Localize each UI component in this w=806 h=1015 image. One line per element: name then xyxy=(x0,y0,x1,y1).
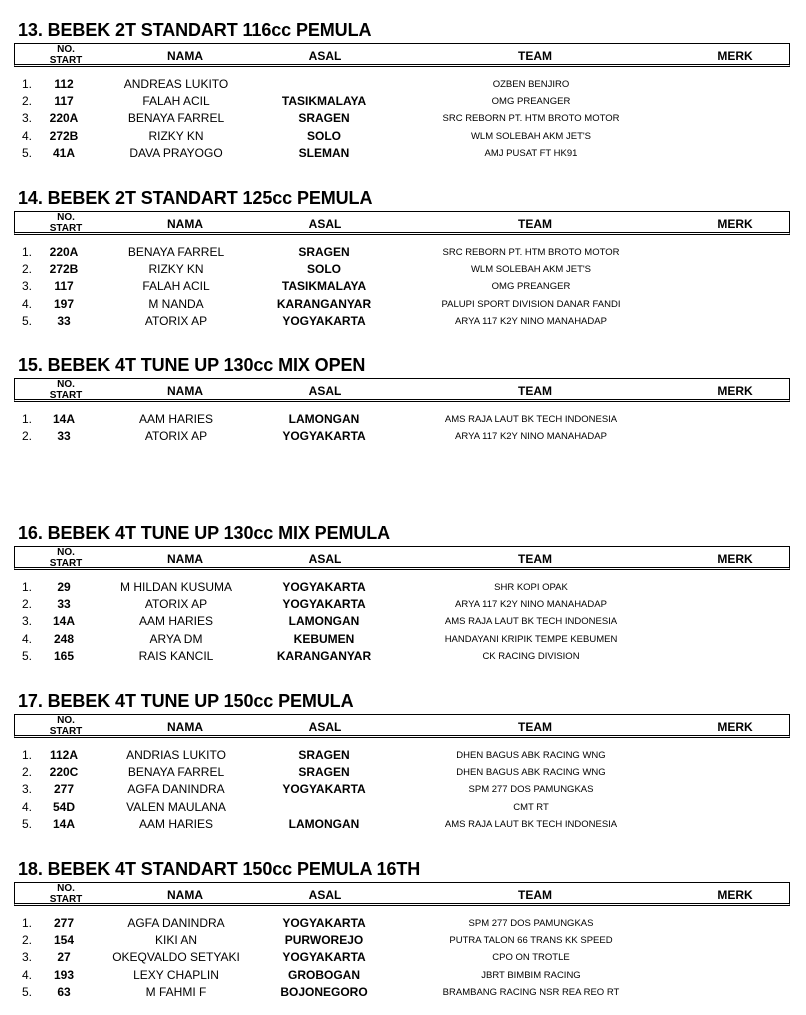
rider-name: VALEN MAULANA xyxy=(126,799,226,814)
rider-name: RAIS KANCIL xyxy=(138,648,214,663)
start-number: 165 xyxy=(53,648,75,663)
row-index: 3. xyxy=(22,950,33,965)
row-index: 5. xyxy=(22,145,33,160)
table-row xyxy=(0,279,806,296)
header-no-start-line2: START xyxy=(49,55,83,66)
header-nama: NAMA xyxy=(167,49,203,63)
start-number: 277 xyxy=(53,782,75,797)
team-name: SPM 277 DOS PAMUNGKAS xyxy=(468,784,594,796)
header-no-start-line2: START xyxy=(49,558,83,569)
rider-origin: PURWOREJO xyxy=(284,933,364,948)
rider-name: RIZKY KN xyxy=(148,128,204,143)
team-name: WLM SOLEBAH AKM JET'S xyxy=(470,264,592,276)
start-number: 272B xyxy=(49,128,79,143)
team-name: CK RACING DIVISION xyxy=(482,650,580,662)
table-row xyxy=(0,129,806,146)
header-asal: ASAL xyxy=(308,384,342,398)
header-no-start-line2: START xyxy=(49,390,83,401)
team-name: AMS RAJA LAUT BK TECH INDONESIA xyxy=(444,818,618,830)
start-number: 29 xyxy=(57,580,71,594)
rider-origin: YOGYAKARTA xyxy=(282,950,366,965)
start-number: 33 xyxy=(57,313,71,328)
rider-name: ATORIX AP xyxy=(144,429,208,444)
row-index: 5. xyxy=(22,816,33,831)
header-merk: MERK xyxy=(717,720,753,734)
row-index: 5. xyxy=(22,984,33,999)
table-row xyxy=(0,412,806,429)
section-title: 15. BEBEK 4T TUNE UP 130cc MIX OPEN xyxy=(18,355,366,375)
header-merk: MERK xyxy=(717,888,753,902)
rider-origin: SRAGEN xyxy=(298,245,350,259)
rider-name: ATORIX AP xyxy=(144,597,208,612)
table-header xyxy=(14,546,790,570)
row-index: 2. xyxy=(22,429,33,444)
rider-origin: SOLO xyxy=(306,128,341,143)
rider-origin: YOGYAKARTA xyxy=(282,429,366,444)
header-team: TEAM xyxy=(518,552,552,566)
header-no-start-line2: START xyxy=(49,894,83,905)
header-merk: MERK xyxy=(717,552,753,566)
start-number: 54D xyxy=(52,799,75,814)
rider-name: ATORIX AP xyxy=(144,313,208,328)
table-header xyxy=(14,714,790,738)
row-index: 1. xyxy=(22,916,33,930)
rider-name: AAM HARIES xyxy=(138,412,213,426)
row-index: 4. xyxy=(22,631,33,646)
header-team: TEAM xyxy=(518,49,552,63)
rider-origin: SOLO xyxy=(306,262,341,277)
rider-name: AGFA DANINDRA xyxy=(127,782,225,797)
table-header xyxy=(14,378,790,402)
row-index: 2. xyxy=(22,94,33,109)
rider-origin: YOGYAKARTA xyxy=(282,782,366,797)
team-name: OZBEN BENJIRO xyxy=(492,79,570,90)
section-title: 13. BEBEK 2T STANDART 116cc PEMULA xyxy=(18,20,372,40)
start-number: 220A xyxy=(49,245,79,259)
rider-name: ANDRIAS LUKITO xyxy=(126,748,226,762)
table-row xyxy=(0,933,806,950)
row-index: 5. xyxy=(22,313,33,328)
rider-name: FALAH ACIL xyxy=(142,279,210,294)
rider-origin: SRAGEN xyxy=(298,111,350,126)
header-asal: ASAL xyxy=(308,552,342,566)
table-row xyxy=(0,614,806,631)
team-name: SRC REBORN PT. HTM BROTO MOTOR xyxy=(442,113,620,125)
header-no-start: NO. xyxy=(57,379,75,390)
rider-name: KIKI AN xyxy=(154,933,198,948)
row-index: 3. xyxy=(22,782,33,797)
header-no-start-line2: START xyxy=(49,726,83,737)
rider-name: DAVA PRAYOGO xyxy=(129,145,223,160)
start-number: 14A xyxy=(52,614,75,629)
header-nama: NAMA xyxy=(167,720,203,734)
section-title: 14. BEBEK 2T STANDART 125cc PEMULA xyxy=(18,188,373,208)
table-row xyxy=(0,748,806,765)
rider-origin: SRAGEN xyxy=(298,748,350,762)
header-no-start: NO. xyxy=(57,715,75,726)
rider-origin: BOJONEGORO xyxy=(280,984,368,999)
header-team: TEAM xyxy=(518,888,552,902)
header-no-start: NO. xyxy=(57,212,75,223)
table-row xyxy=(0,649,806,666)
section-title: 18. BEBEK 4T STANDART 150cc PEMULA 16TH xyxy=(18,859,421,879)
table-row xyxy=(0,94,806,111)
table-row xyxy=(0,77,806,94)
table-row xyxy=(0,782,806,799)
rider-name: AAM HARIES xyxy=(138,614,213,629)
rider-origin: YOGYAKARTA xyxy=(282,313,366,328)
start-number: 63 xyxy=(57,984,71,999)
table-row xyxy=(0,916,806,933)
start-number: 14A xyxy=(52,816,75,831)
start-number: 112A xyxy=(49,748,79,762)
team-name: CMT RT xyxy=(513,801,549,813)
team-name: PALUPI SPORT DIVISION DANAR FANDI xyxy=(441,298,621,310)
header-no-start-line2: START xyxy=(49,223,83,234)
row-index: 4. xyxy=(22,799,33,814)
header-asal: ASAL xyxy=(308,217,342,231)
team-name: ARYA 117 K2Y NINO MANAHADAP xyxy=(455,599,607,611)
rider-origin: SLEMAN xyxy=(298,145,350,160)
table-row xyxy=(0,111,806,128)
header-nama: NAMA xyxy=(167,552,203,566)
start-number: 272B xyxy=(49,262,79,277)
rider-origin: TASIKMALAYA xyxy=(281,279,367,294)
table-row xyxy=(0,597,806,614)
rider-name: AGFA DANINDRA xyxy=(127,916,225,930)
start-number: 33 xyxy=(57,597,71,612)
rider-origin: YOGYAKARTA xyxy=(282,580,366,594)
header-team: TEAM xyxy=(518,720,552,734)
start-number: 41A xyxy=(52,145,75,160)
team-name: DHEN BAGUS ABK RACING WNG xyxy=(456,750,606,761)
table-row xyxy=(0,314,806,331)
rider-name: OKEQVALDO SETYAKI xyxy=(112,950,240,965)
rider-name: AAM HARIES xyxy=(138,816,213,831)
team-name: AMS RAJA LAUT BK TECH INDONESIA xyxy=(444,616,618,628)
rider-origin: TASIKMALAYA xyxy=(281,94,367,109)
start-number: 220C xyxy=(49,765,79,780)
header-nama: NAMA xyxy=(167,888,203,902)
row-index: 4. xyxy=(22,128,33,143)
row-index: 1. xyxy=(22,412,33,426)
rider-origin: KEBUMEN xyxy=(293,631,355,646)
header-no-start: NO. xyxy=(57,44,75,55)
rider-name: LEXY CHAPLIN xyxy=(133,967,219,982)
team-name: AMS RAJA LAUT BK TECH INDONESIA xyxy=(444,414,618,425)
team-name: SHR KOPI OPAK xyxy=(494,582,568,593)
table-row xyxy=(0,985,806,1002)
table-row xyxy=(0,146,806,163)
row-index: 4. xyxy=(22,296,33,311)
rider-name: M FAHMI F xyxy=(145,984,207,999)
start-number: 197 xyxy=(53,296,75,311)
header-merk: MERK xyxy=(717,384,753,398)
start-number: 154 xyxy=(53,933,75,948)
rider-origin: GROBOGAN xyxy=(288,967,360,982)
table-row xyxy=(0,245,806,262)
row-index: 2. xyxy=(22,765,33,780)
team-name: OMG PREANGER xyxy=(491,281,571,293)
table-header xyxy=(14,43,790,67)
section-title: 17. BEBEK 4T TUNE UP 150cc PEMULA xyxy=(18,691,354,711)
start-number: 277 xyxy=(53,916,75,930)
rider-origin: LAMONGAN xyxy=(288,412,360,426)
header-merk: MERK xyxy=(717,217,753,231)
header-asal: ASAL xyxy=(308,888,342,902)
row-index: 3. xyxy=(22,279,33,294)
table-row xyxy=(0,817,806,834)
row-index: 4. xyxy=(22,967,33,982)
rider-name: FALAH ACIL xyxy=(142,94,210,109)
team-name: BRAMBANG RACING NSR REA REO RT xyxy=(442,986,620,998)
header-nama: NAMA xyxy=(167,384,203,398)
rider-name: BENAYA FARREL xyxy=(127,245,225,259)
start-number: 248 xyxy=(53,631,75,646)
header-asal: ASAL xyxy=(308,49,342,63)
team-name: DHEN BAGUS ABK RACING WNG xyxy=(456,767,606,779)
rider-name: M NANDA xyxy=(148,296,204,311)
header-merk: MERK xyxy=(717,49,753,63)
rider-name: BENAYA FARREL xyxy=(127,765,225,780)
section-title: 16. BEBEK 4T TUNE UP 130cc MIX PEMULA xyxy=(18,523,391,543)
header-no-start: NO. xyxy=(57,883,75,894)
table-row xyxy=(0,968,806,985)
table-header xyxy=(14,882,790,906)
start-number: 193 xyxy=(53,967,75,982)
rider-name: RIZKY KN xyxy=(148,262,204,277)
team-name: CPO ON TROTLE xyxy=(492,952,570,964)
table-row xyxy=(0,262,806,279)
rider-name: BENAYA FARREL xyxy=(127,111,225,126)
row-index: 2. xyxy=(22,262,33,277)
start-number: 117 xyxy=(54,279,74,294)
table-row xyxy=(0,800,806,817)
row-index: 2. xyxy=(22,597,33,612)
rider-origin: SRAGEN xyxy=(298,765,350,780)
team-name: SPM 277 DOS PAMUNGKAS xyxy=(468,918,594,929)
table-row xyxy=(0,632,806,649)
header-team: TEAM xyxy=(518,217,552,231)
row-index: 1. xyxy=(22,245,33,259)
rider-origin: YOGYAKARTA xyxy=(282,916,366,930)
team-name: AMJ PUSAT FT HK91 xyxy=(484,147,578,159)
table-row xyxy=(0,297,806,314)
row-index: 1. xyxy=(22,77,33,91)
start-number: 14A xyxy=(52,412,75,426)
rider-origin: KARANGANYAR xyxy=(276,296,372,311)
header-no-start: NO. xyxy=(57,547,75,558)
rider-origin: KARANGANYAR xyxy=(276,648,372,663)
start-number: 112 xyxy=(54,77,74,91)
team-name: JBRT BIMBIM RACING xyxy=(481,969,581,981)
start-number: 33 xyxy=(57,429,71,444)
team-name: ARYA 117 K2Y NINO MANAHADAP xyxy=(455,315,607,327)
row-index: 1. xyxy=(22,748,33,762)
row-index: 3. xyxy=(22,614,33,629)
rider-name: ARYA DM xyxy=(149,631,203,646)
team-name: HANDAYANI KRIPIK TEMPE KEBUMEN xyxy=(444,633,618,645)
rider-origin: LAMONGAN xyxy=(288,816,360,831)
row-index: 2. xyxy=(22,933,33,948)
start-number: 117 xyxy=(54,94,74,109)
row-index: 1. xyxy=(22,580,33,594)
row-index: 5. xyxy=(22,648,33,663)
team-name: PUTRA TALON 66 TRANS KK SPEED xyxy=(449,935,613,947)
start-number: 220A xyxy=(49,111,79,126)
team-name: ARYA 117 K2Y NINO MANAHADAP xyxy=(455,431,607,443)
table-header xyxy=(14,211,790,235)
header-nama: NAMA xyxy=(167,217,203,231)
rider-name: M HILDAN KUSUMA xyxy=(119,580,232,594)
team-name: WLM SOLEBAH AKM JET'S xyxy=(470,130,592,142)
rider-origin: LAMONGAN xyxy=(288,614,360,629)
table-row xyxy=(0,950,806,967)
table-row xyxy=(0,765,806,782)
table-row xyxy=(0,429,806,446)
table-row xyxy=(0,580,806,597)
header-team: TEAM xyxy=(518,384,552,398)
row-index: 3. xyxy=(22,111,33,126)
team-name: OMG PREANGER xyxy=(491,96,571,108)
start-number: 27 xyxy=(57,950,71,965)
header-asal: ASAL xyxy=(308,720,342,734)
rider-name: ANDREAS LUKITO xyxy=(123,77,229,91)
team-name: SRC REBORN PT. HTM BROTO MOTOR xyxy=(442,247,620,258)
rider-origin: YOGYAKARTA xyxy=(282,597,366,612)
